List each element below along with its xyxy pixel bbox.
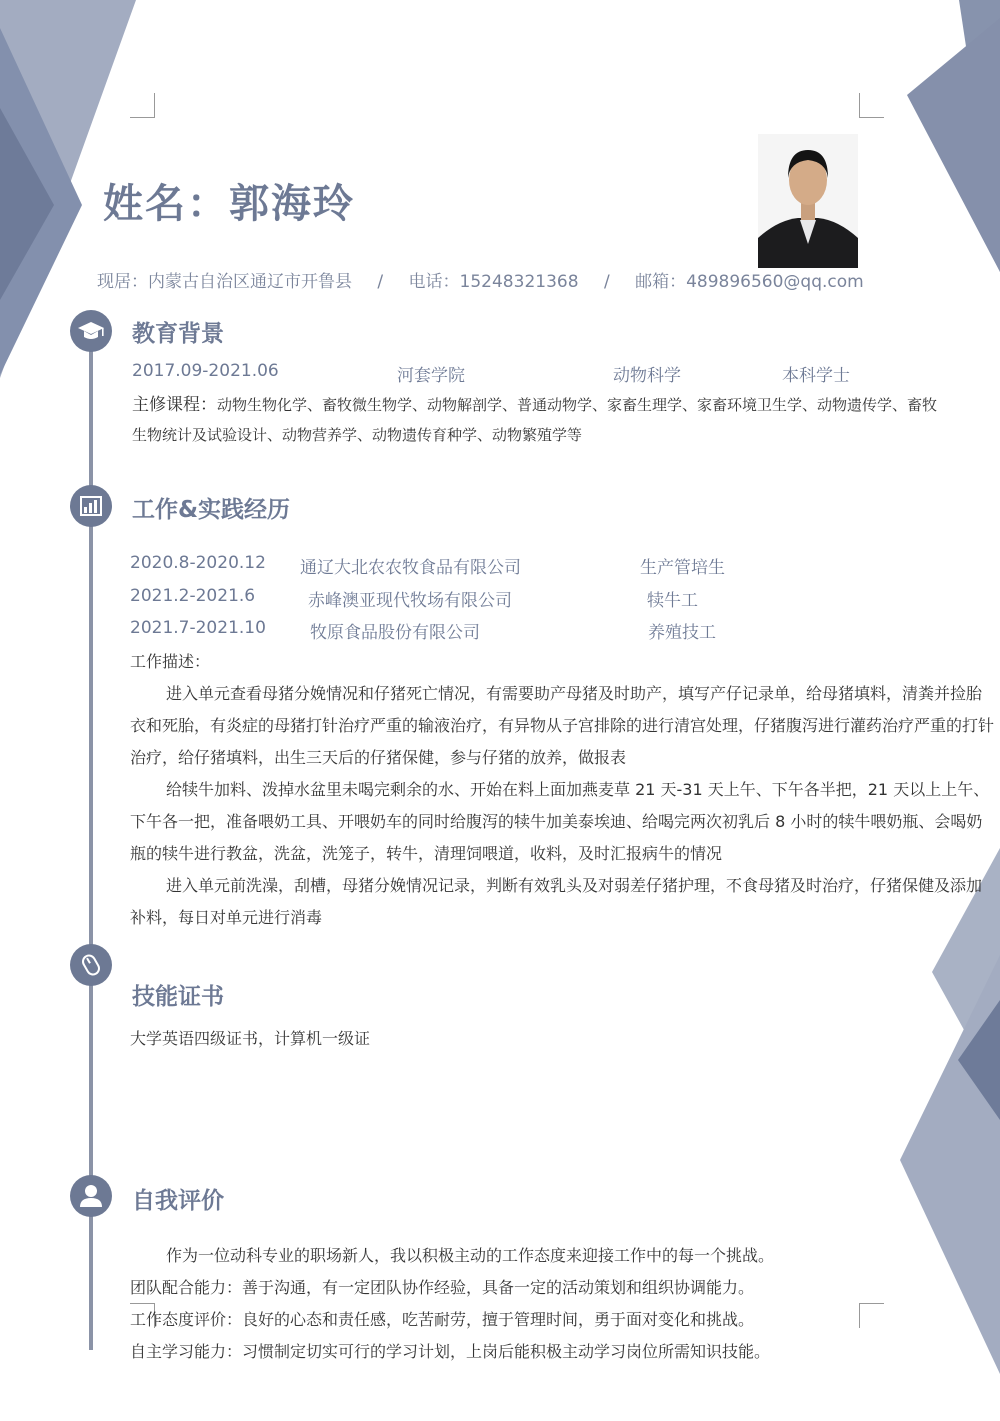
item-text: 善于沟通，有一定团队协作经验，具备一定的活动策划和组织协调能力。 bbox=[242, 1278, 755, 1297]
job-period: 2021.2-2021.6 bbox=[130, 586, 256, 606]
edu-school: 河套学院 bbox=[397, 366, 465, 386]
self-eval-text bbox=[130, 1240, 930, 1368]
desc-paragraph: 进入单元前洗澡，刮槽，母猪分娩情况记录，判断有效乳头及对弱差仔猪护理，不食母猪及时治疗，仔猪保健及添加补料，每日对单元进行消毒 bbox=[130, 876, 983, 927]
job-period: 2020.8-2020.12 bbox=[130, 553, 266, 573]
job-period: 2021.7-2021.10 bbox=[130, 618, 266, 638]
job-company: 通辽大北农农牧食品有限公司 bbox=[300, 558, 521, 578]
item-label: 工作态度评价： bbox=[130, 1310, 243, 1329]
courses-line: 生物统计及试验设计、动物营养学、动物遗传育种学、动物繁殖学等 bbox=[132, 426, 583, 444]
desc-paragraph: 给犊牛加料、泼掉水盆里未喝完剩余的水、开始在料上面加燕麦草 21 天-31 天上午、下午各半把，21 天以上上午、下午各一把，准备喂奶工具、开喂奶车的同时给腹泻的犊牛加美泰埃迪、给喝完两次初乳后 8 小时的犊牛喂奶瓶、会喝奶瓶的犊牛进行教盆，洗盆，洗笼子，转牛，清理饲喂道，收料，及时汇报病牛的情况 bbox=[130, 780, 990, 863]
section-title-education: 教育背景 bbox=[132, 321, 224, 347]
candidate-name: 姓名：郭海玲 bbox=[103, 181, 355, 227]
edu-period: 2017.09-2021.06 bbox=[132, 361, 279, 381]
contact-info bbox=[97, 267, 864, 292]
self-eval-item bbox=[130, 1304, 930, 1336]
job-role: 养殖技工 bbox=[648, 623, 716, 643]
item-label: 自主学习能力： bbox=[130, 1342, 243, 1361]
profile-photo bbox=[758, 134, 858, 268]
person-icon bbox=[70, 1175, 112, 1217]
item-text: 习惯制定切实可行的学习计划，上岗后能积极主动学习岗位所需知识技能。 bbox=[242, 1342, 771, 1361]
courses-line: 动物生物化学、畜牧微生物学、动物解剖学、普通动物学、家畜生理学、家畜环境卫生学、动物遗传学、畜牧 bbox=[217, 396, 938, 414]
skills-text: 大学英语四级证书，计算机一级证 bbox=[130, 1029, 371, 1048]
mouse-icon bbox=[70, 944, 112, 986]
corner-mark bbox=[130, 93, 155, 118]
section-title-self-eval: 自我评价 bbox=[132, 1188, 224, 1214]
job-role: 犊牛工 bbox=[647, 591, 698, 611]
item-text: 良好的心态和责任感，吃苦耐劳，擅于管理时间，勇于面对变化和挑战。 bbox=[242, 1310, 755, 1329]
section-title-work: 工作&实践经历 bbox=[132, 497, 291, 523]
desc-label: 工作描述： bbox=[130, 652, 211, 671]
self-eval-item bbox=[130, 1336, 930, 1368]
job-company: 牧原食品股份有限公司 bbox=[310, 623, 480, 643]
separator: / bbox=[377, 272, 384, 292]
work-description bbox=[130, 646, 996, 934]
self-eval-item bbox=[130, 1272, 930, 1304]
job-role: 生产管培生 bbox=[640, 558, 725, 578]
desc-paragraph: 进入单元查看母猪分娩情况和仔猪死亡情况，有需要助产母猪及时助产，填写产仔记录单，给母猪填料，清粪并捡胎衣和死胎，有炎症的母猪打针治疗严重的输液治疗，有异物从子宫排除的进行清宫处理，仔猪腹泻进行灌药治疗严重的打针治疗，给仔猪填料，出生三天后的仔猪保健，参与仔猪的放养，做报表 bbox=[130, 684, 995, 767]
graduation-cap-icon bbox=[70, 310, 112, 352]
edu-major: 动物科学 bbox=[613, 366, 681, 386]
bar-chart-icon bbox=[70, 485, 112, 527]
edu-degree: 本科学士 bbox=[782, 366, 850, 386]
separator: / bbox=[603, 272, 610, 292]
phone: 电话：15248321368 bbox=[408, 272, 579, 292]
corner-mark bbox=[859, 93, 884, 118]
self-eval-intro: 作为一位动科专业的职场新人，我以积极主动的工作态度来迎接工作中的每一个挑战。 bbox=[166, 1246, 775, 1265]
item-label: 团队配合能力： bbox=[130, 1278, 243, 1297]
email: 邮箱：489896560@qq.com bbox=[635, 272, 864, 292]
courses-label: 主修课程： bbox=[132, 395, 217, 415]
section-title-skills: 技能证书 bbox=[132, 984, 224, 1010]
edu-courses bbox=[132, 389, 1000, 451]
residence: 现居：内蒙古自治区通辽市开鲁县 bbox=[97, 272, 352, 292]
job-company: 赤峰澳亚现代牧场有限公司 bbox=[308, 591, 512, 611]
